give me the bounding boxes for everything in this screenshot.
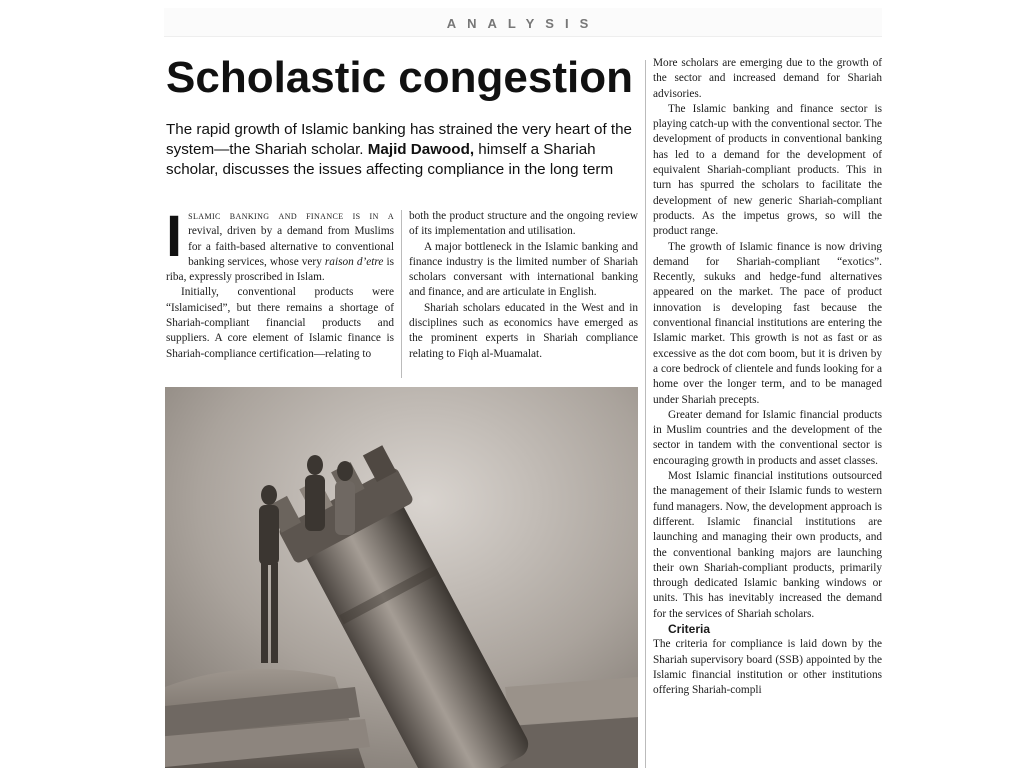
lead-paragraph [166, 204, 394, 285]
paragraph: Initially, conventional products were “Islamicised”, but there remains a shortage of Shariah-compliant financial products and suppliers. A core element of Islamic finance is Shariah-compliance certification—relating to [166, 286, 394, 360]
subheading-criteria: Criteria [668, 621, 711, 636]
paragraph: both the product structure and the ongoing review of its implementation and utilisation. [409, 210, 638, 238]
drop-cap: I [166, 204, 183, 269]
paragraph: Greater demand for Islamic financial products in Muslim countries and the development of the sector in tandem with the conventional sector is encouraging growth in products and asset classes. [653, 408, 882, 467]
lead-smallcaps: slamic banking and finance is in a [188, 210, 394, 222]
paragraph: Shariah scholars educated in the West and in disciplines such as economics have emerged as the prominent experts in Shariah compliance relating to Fiqh al-Muamalat. [409, 301, 638, 360]
paragraph: The growth of Islamic finance is now driving demand for Shariah-compliant “exotics”. Recently, sukuks and hedge-fund alternatives appeared on the market. The pace of product innovation is developing fast because the conventional financial institutions are entering the Islamic market. This growth is not as fast or as excessive as the dot com boom, but it is driven by a core bedrock of clientele and funds looking for a home over the longer term, and to be managed under Shariah precepts. [653, 240, 882, 406]
section-header [164, 8, 882, 37]
section-label: ANALYSIS [446, 16, 600, 31]
para-text: revival, driven by a demand from Muslims for a faith-based alternative to conventional banking services, whose very [188, 225, 394, 268]
standfirst-text: The rapid growth of Islamic banking has strained the very heart of the system—the Shariah scholar. [166, 121, 632, 158]
rook-illustration [165, 387, 638, 768]
column-2 [409, 209, 638, 362]
paragraph: Most Islamic financial institutions outsourced the management of their Islamic funds to western fund managers. Now, the development approach is different. Islamic financial institutions are launching and managing their own products, and the conventional banking majors are launching their own Shariah-compliant products, primarily through dedicated Islamic banking windows or units. This has inevitably increased the demand for the services of Shariah scholars. [653, 470, 882, 620]
article-illustration [165, 387, 638, 768]
paragraph: A major bottleneck in the Islamic banking and finance industry is the limited number of Shariah scholars conversant with international banking and finance, and are articulate in English. [409, 240, 638, 299]
author-name: Majid Dawood, [367, 141, 475, 158]
italic-term: raison d’etre [324, 255, 384, 268]
column-rule-2 [645, 60, 646, 768]
article-title: Scholastic congestion [166, 53, 633, 102]
standfirst-text-end: himself a Shariah scholar, discusses the issues affecting compliance in the long term [166, 141, 614, 178]
para-text: is riba, expressly proscribed in Islam. [166, 255, 394, 284]
paragraph: More scholars are emerging due to the growth of the sector and increased demand for Shariah advisories. [653, 57, 882, 100]
column-3 [653, 56, 882, 698]
paragraph: The Islamic banking and finance sector is playing catch-up with the conventional sector. The development of products in conventional banking has led to a demand for the development of equivalent Shariah-compliant products. This in turn has spurred the scholars to facilitate the development of new generic Shariah-compliant products. As the impetus grows, so will the product range. [653, 102, 882, 238]
paragraph: The criteria for compliance is laid down by the Shariah supervisory board (SSB) appointed by the Islamic financial institution or other institutions offering Shariah-compli [653, 638, 882, 697]
standfirst [166, 120, 638, 180]
column-1 [166, 204, 394, 362]
column-rule-1 [401, 210, 402, 378]
